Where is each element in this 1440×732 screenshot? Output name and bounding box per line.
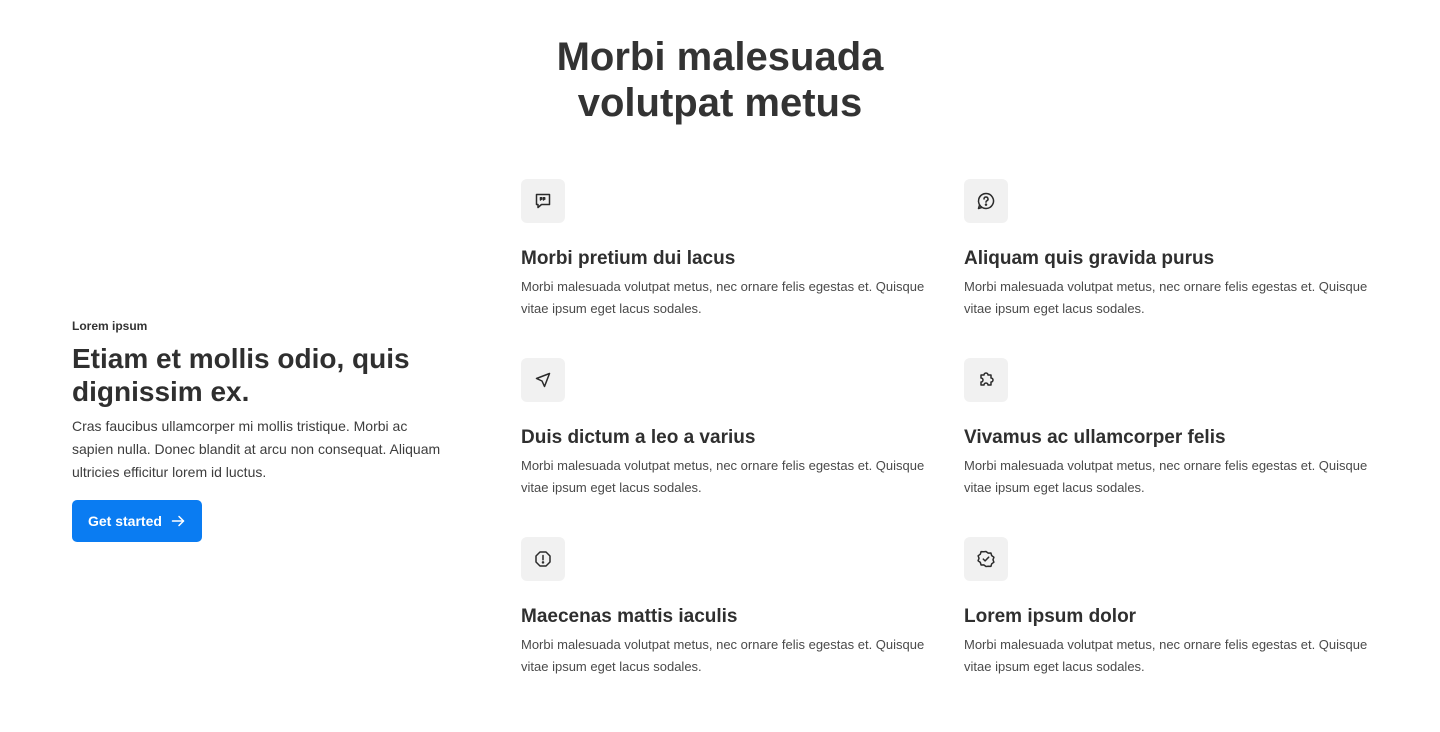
- intro-heading: Etiam et mollis odio, quis dignissim ex.: [72, 343, 410, 407]
- quote-bubble-icon: [533, 191, 553, 211]
- feature-icon-box: [964, 537, 1008, 581]
- feature-description: Morbi malesuada volutpat metus, nec ornare felis egestas et. Quisque vitae ipsum eget lacus sodales.: [521, 279, 925, 316]
- section-title-line-1: Morbi malesuada: [556, 35, 884, 79]
- feature-icon-box: [521, 179, 565, 223]
- feature-item: [521, 179, 931, 358]
- feature-title: Morbi pretium dui lacus: [521, 248, 736, 269]
- puzzle-piece-icon: [976, 370, 996, 390]
- arrow-right-icon: [170, 513, 186, 529]
- feature-description: Morbi malesuada volutpat metus, nec ornare felis egestas et. Quisque vitae ipsum eget lacus sodales.: [964, 458, 1368, 495]
- feature-title: Maecenas mattis iaculis: [521, 606, 738, 627]
- feature-description: Morbi malesuada volutpat metus, nec ornare felis egestas et. Quisque vitae ipsum eget lacus sodales.: [521, 458, 925, 495]
- alert-octagon-icon: [533, 549, 553, 569]
- intro-description: Cras faucibus ullamcorper mi mollis tristique. Morbi ac sapien nulla. Donec blandit at arcu non consequat. Aliquam ultricies efficitur lorem id luctus.: [72, 418, 441, 480]
- feature-description: Morbi malesuada volutpat metus, nec ornare felis egestas et. Quisque vitae ipsum eget lacus sodales.: [521, 637, 925, 674]
- feature-description: Morbi malesuada volutpat metus, nec ornare felis egestas et. Quisque vitae ipsum eget lacus sodales.: [964, 279, 1368, 316]
- feature-title: Aliquam quis gravida purus: [964, 248, 1215, 269]
- badge-check-icon: [976, 549, 996, 569]
- intro-block: [72, 319, 452, 542]
- feature-title: Lorem ipsum dolor: [964, 606, 1137, 627]
- feature-title: Vivamus ac ullamcorper felis: [964, 427, 1226, 448]
- feature-icon-box: [521, 537, 565, 581]
- intro-eyebrow: Lorem ipsum: [72, 319, 148, 333]
- feature-item: [521, 537, 931, 716]
- get-started-button[interactable]: [72, 500, 202, 542]
- feature-title: Duis dictum a leo a varius: [521, 427, 756, 448]
- feature-description: Morbi malesuada volutpat metus, nec ornare felis egestas et. Quisque vitae ipsum eget lacus sodales.: [964, 637, 1368, 674]
- feature-item: [521, 358, 931, 537]
- navigation-arrow-icon: [533, 370, 553, 390]
- features-grid: [521, 179, 1384, 716]
- feature-item: [964, 537, 1374, 716]
- question-bubble-icon: [976, 191, 996, 211]
- section-title-line-2: volutpat metus: [577, 81, 863, 125]
- feature-item: [964, 358, 1374, 537]
- feature-icon-box: [964, 358, 1008, 402]
- feature-item: [964, 179, 1374, 358]
- section-title: [0, 34, 1440, 126]
- get-started-label: Get started: [88, 513, 162, 529]
- feature-icon-box: [521, 358, 565, 402]
- feature-icon-box: [964, 179, 1008, 223]
